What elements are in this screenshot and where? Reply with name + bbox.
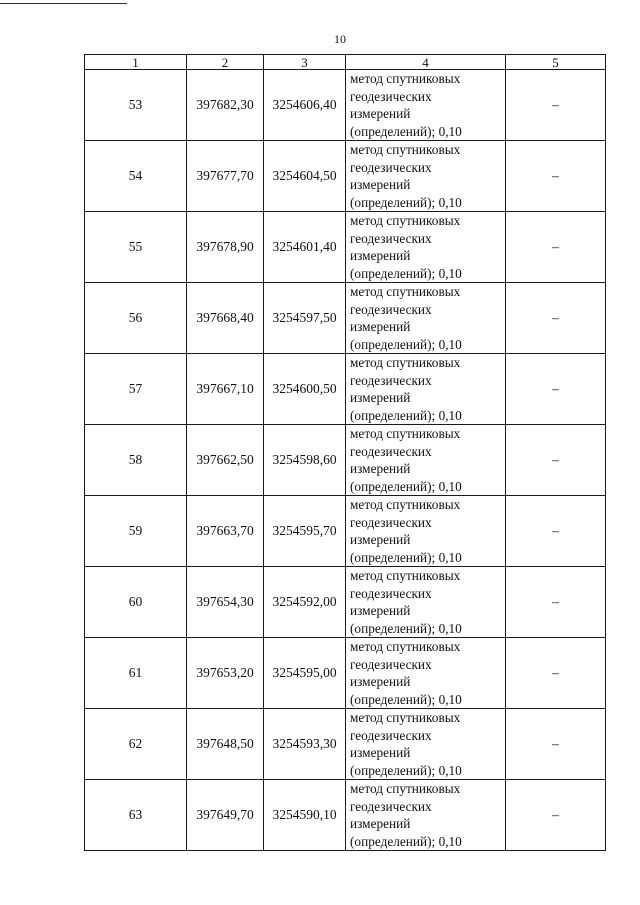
description-line: измерений [350, 532, 411, 547]
y-coordinate-cell: 3254604,50 [264, 141, 346, 212]
y-coordinate-cell: 3254595,00 [264, 638, 346, 709]
y-coordinate-cell: 3254590,10 [264, 780, 346, 851]
y-coordinate-cell: 3254595,70 [264, 496, 346, 567]
description-line: геодезических [350, 727, 432, 743]
description-line: (определений); 0,10 [350, 691, 462, 707]
description-line: метод спутниковых [350, 71, 461, 86]
column-header-5: 5 [506, 55, 606, 70]
column-5-cell: – [506, 496, 606, 567]
y-coordinate-cell: 3254601,40 [264, 212, 346, 283]
description-line: метод спутниковых [350, 710, 461, 725]
description-line: (определений); 0,10 [350, 833, 462, 849]
column-5-cell: – [506, 283, 606, 354]
method-description-cell [346, 141, 506, 212]
column-5-cell: – [506, 567, 606, 638]
method-description-cell [346, 780, 506, 851]
y-coordinate-cell: 3254598,60 [264, 425, 346, 496]
description-line: измерений [350, 106, 411, 121]
y-coordinate-cell: 3254593,30 [264, 709, 346, 780]
table-row [85, 425, 606, 496]
table-row [85, 70, 606, 141]
method-description-cell [346, 354, 506, 425]
table-row [85, 638, 606, 709]
column-header-3: 3 [264, 55, 346, 70]
column-5-cell: – [506, 70, 606, 141]
description-line: геодезических [350, 301, 432, 317]
point-number-cell: 57 [85, 354, 187, 425]
method-description-cell [346, 425, 506, 496]
description-line: измерений [350, 319, 411, 334]
description-line: измерений [350, 674, 411, 689]
description-line: (определений); 0,10 [350, 762, 462, 778]
y-coordinate-cell: 3254592,00 [264, 567, 346, 638]
point-number-cell: 59 [85, 496, 187, 567]
table-row [85, 141, 606, 212]
x-coordinate-cell: 397649,70 [187, 780, 264, 851]
table-row [85, 496, 606, 567]
description-line: геодезических [350, 514, 432, 530]
point-number-cell: 54 [85, 141, 187, 212]
y-coordinate-cell: 3254606,40 [264, 70, 346, 141]
description-line: измерений [350, 816, 411, 831]
method-description-cell [346, 496, 506, 567]
description-line: (определений); 0,10 [350, 407, 462, 423]
description-line: метод спутниковых [350, 213, 461, 228]
x-coordinate-cell: 397668,40 [187, 283, 264, 354]
page-number: 10 [334, 32, 346, 46]
column-5-cell: – [506, 212, 606, 283]
y-coordinate-cell: 3254597,50 [264, 283, 346, 354]
description-line: геодезических [350, 159, 432, 175]
column-header-2: 2 [187, 55, 264, 70]
point-number-cell: 53 [85, 70, 187, 141]
description-line: метод спутниковых [350, 142, 461, 157]
description-line: (определений); 0,10 [350, 194, 462, 210]
table-row [85, 780, 606, 851]
column-header-1: 1 [85, 55, 187, 70]
description-line: геодезических [350, 798, 432, 814]
description-line: измерений [350, 390, 411, 405]
description-line: (определений); 0,10 [350, 620, 462, 636]
x-coordinate-cell: 397648,50 [187, 709, 264, 780]
description-line: метод спутниковых [350, 639, 461, 654]
description-line: метод спутниковых [350, 355, 461, 370]
table-row [85, 212, 606, 283]
table-row [85, 567, 606, 638]
point-number-cell: 60 [85, 567, 187, 638]
description-line: геодезических [350, 230, 432, 246]
description-line: метод спутниковых [350, 497, 461, 512]
x-coordinate-cell: 397662,50 [187, 425, 264, 496]
x-coordinate-cell: 397678,90 [187, 212, 264, 283]
description-line: метод спутниковых [350, 284, 461, 299]
description-line: геодезических [350, 372, 432, 388]
description-line: (определений); 0,10 [350, 336, 462, 352]
method-description-cell [346, 70, 506, 141]
description-line: измерений [350, 745, 411, 760]
y-coordinate-cell: 3254600,50 [264, 354, 346, 425]
description-line: (определений); 0,10 [350, 478, 462, 494]
description-line: (определений); 0,10 [350, 265, 462, 281]
description-line: измерений [350, 248, 411, 263]
table-row [85, 709, 606, 780]
x-coordinate-cell: 397663,70 [187, 496, 264, 567]
description-line: метод спутниковых [350, 426, 461, 441]
x-coordinate-cell: 397682,30 [187, 70, 264, 141]
column-5-cell: – [506, 354, 606, 425]
column-5-cell: – [506, 709, 606, 780]
point-number-cell: 56 [85, 283, 187, 354]
table-header-row [85, 55, 606, 70]
method-description-cell [346, 638, 506, 709]
description-line: геодезических [350, 88, 432, 104]
description-line: геодезических [350, 585, 432, 601]
column-5-cell: – [506, 780, 606, 851]
coordinates-table [84, 54, 606, 851]
column-5-cell: – [506, 425, 606, 496]
description-line: измерений [350, 461, 411, 476]
column-header-4: 4 [346, 55, 506, 70]
description-line: измерений [350, 177, 411, 192]
method-description-cell [346, 212, 506, 283]
x-coordinate-cell: 397677,70 [187, 141, 264, 212]
description-line: (определений); 0,10 [350, 123, 462, 139]
x-coordinate-cell: 397654,30 [187, 567, 264, 638]
description-line: измерений [350, 603, 411, 618]
column-5-cell: – [506, 141, 606, 212]
table-row [85, 283, 606, 354]
description-line: геодезических [350, 443, 432, 459]
point-number-cell: 55 [85, 212, 187, 283]
point-number-cell: 63 [85, 780, 187, 851]
column-5-cell: – [506, 638, 606, 709]
description-line: геодезических [350, 656, 432, 672]
description-line: метод спутниковых [350, 568, 461, 583]
point-number-cell: 58 [85, 425, 187, 496]
x-coordinate-cell: 397667,10 [187, 354, 264, 425]
point-number-cell: 61 [85, 638, 187, 709]
method-description-cell [346, 567, 506, 638]
description-line: метод спутниковых [350, 781, 461, 796]
corner-rule [0, 3, 127, 4]
method-description-cell [346, 283, 506, 354]
x-coordinate-cell: 397653,20 [187, 638, 264, 709]
table-row [85, 354, 606, 425]
point-number-cell: 62 [85, 709, 187, 780]
description-line: (определений); 0,10 [350, 549, 462, 565]
method-description-cell [346, 709, 506, 780]
